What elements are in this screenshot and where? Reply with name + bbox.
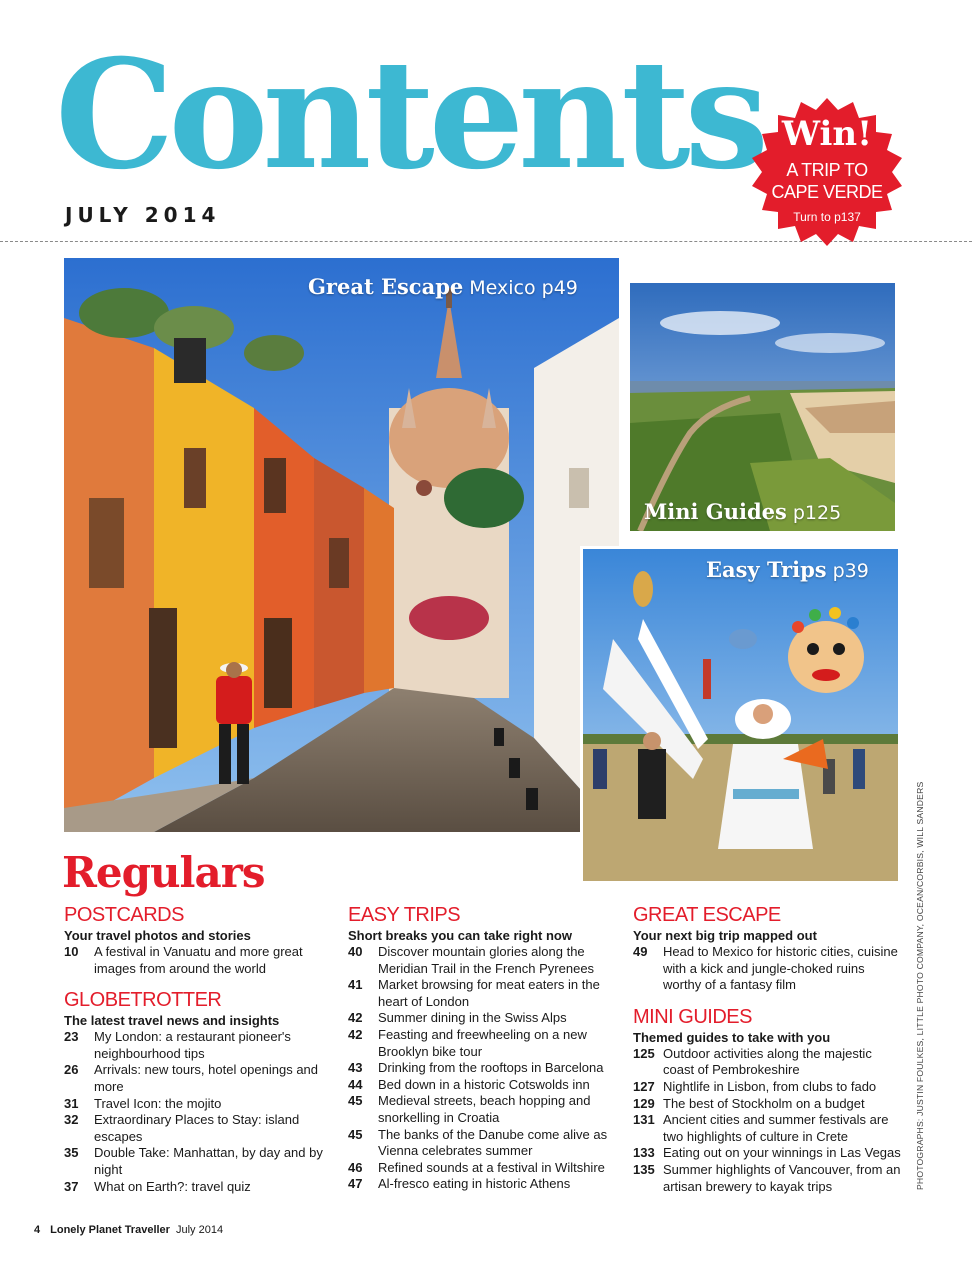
contents-entry[interactable] (64, 1145, 334, 1178)
entry-description: Discover mountain glories along the Meridian Trail in the French Pyrenees (378, 944, 595, 976)
section-title[interactable]: MINI GUIDES (633, 1005, 752, 1028)
page-footer (34, 1224, 223, 1236)
entry-description: Eating out on your winnings in Las Vegas (663, 1145, 901, 1161)
contents-entry[interactable] (64, 1096, 334, 1113)
entry-description: Outdoor activities along the majestic coast of Pembrokeshire (663, 1045, 872, 1078)
carnival-illustration (583, 549, 898, 881)
section-title[interactable]: GREAT ESCAPE (633, 904, 781, 926)
entry-description: Summer dining in the Swiss Alps (378, 1010, 567, 1026)
coast-caption-title: Mini Guides (644, 499, 787, 524)
section-subtitle: The latest travel news and insights (64, 1013, 280, 1029)
contents-entry[interactable] (348, 1127, 618, 1160)
entry-page-number: 43 (348, 1060, 363, 1076)
entry-page-number: 41 (348, 977, 363, 993)
entry-description: Arrivals: new tours, hotel openings and more (94, 1062, 319, 1094)
contents-entry[interactable] (348, 977, 618, 1010)
entry-page-number: 35 (64, 1145, 79, 1161)
section-gap (64, 977, 334, 989)
mexico-caption-title: Great Escape (308, 274, 464, 299)
contents-entry[interactable] (348, 1060, 618, 1077)
section-gap (633, 994, 903, 1006)
coast-caption (644, 499, 841, 524)
entry-description: Bed down in a historic Cotswolds inn (378, 1076, 590, 1092)
section-title[interactable]: EASY TRIPS (348, 904, 461, 926)
issue-date: JULY 2014 (65, 203, 221, 227)
entry-description: Head to Mexico for historic cities, cuisine with a kick and jungle-choked ruins worthy of a fantasy film (663, 944, 898, 993)
magazine-name: Lonely Planet Traveller (50, 1224, 170, 1236)
page-title: Contents (55, 27, 764, 203)
carnival-caption-page: p39 (832, 560, 869, 582)
contents-entry[interactable] (348, 944, 618, 977)
entry-page-number: 40 (348, 944, 363, 959)
entry-page-number: 42 (348, 1026, 363, 1042)
contents-column-2 (348, 904, 618, 1193)
entry-description: My London: a restaurant pioneer's neighbourhood tips (94, 1029, 291, 1061)
section-subtitle: Short breaks you can take right now (348, 928, 572, 943)
badge-page-ref: Turn to p137 (793, 210, 861, 224)
entry-page-number: 42 (348, 1010, 363, 1026)
entry-page-number: 45 (348, 1126, 363, 1142)
entry-page-number: 32 (64, 1112, 79, 1128)
entry-description: Al-fresco eating in historic Athens (378, 1176, 571, 1192)
regulars-heading: Regulars (62, 848, 265, 897)
contents-entry[interactable] (633, 1162, 903, 1195)
mexico-caption (308, 274, 578, 299)
contents-entry[interactable] (348, 1077, 618, 1094)
photo-credit: PHOTOGRAPHS: JUSTIN FOULKES, LITTLE PHOTO COMPANY, OCEAN/CORBIS, WILL SANDERS (915, 781, 925, 1190)
contents-entry[interactable] (348, 1027, 618, 1060)
entry-description: Nightlife in Lisbon, from clubs to fado (663, 1078, 877, 1094)
win-badge[interactable] (746, 96, 908, 248)
contents-entry[interactable] (633, 1096, 903, 1113)
entry-page-number: 125 (633, 1045, 655, 1061)
entry-description: Feasting and freewheeling on a new Brooklyn bike tour (378, 1026, 587, 1059)
contents-entry[interactable] (633, 1145, 903, 1162)
entry-page-number: 26 (64, 1062, 79, 1078)
contents-entry[interactable] (633, 944, 903, 994)
entry-page-number: 46 (348, 1159, 363, 1175)
entry-page-number: 45 (348, 1093, 363, 1109)
entry-description: What on Earth?: travel quiz (94, 1178, 251, 1194)
contents-entry[interactable] (348, 1010, 618, 1027)
entry-description: Drinking from the rooftops in Barcelona (378, 1060, 604, 1076)
entry-page-number: 133 (633, 1145, 655, 1161)
contents-entry[interactable] (633, 1079, 903, 1096)
mexico-street-illustration (64, 258, 619, 832)
coastline-photo[interactable] (630, 283, 895, 531)
entry-description: Refined sounds at a festival in Wiltshire (378, 1159, 605, 1175)
entry-description: A festival in Vanuatu and more great images from around the world (94, 944, 303, 976)
contents-entry[interactable] (64, 1029, 334, 1062)
entry-description: Double Take: Manhattan, by day and by night (94, 1145, 323, 1177)
entry-page-number: 37 (64, 1178, 79, 1194)
entry-page-number: 127 (633, 1078, 655, 1094)
contents-entry[interactable] (64, 1179, 334, 1196)
section-subtitle: Themed guides to take with you (633, 1029, 831, 1045)
section-subtitle: Your travel photos and stories (64, 928, 251, 943)
badge-line-1: A TRIP TO (786, 160, 868, 180)
contents-entry[interactable] (64, 944, 334, 977)
entry-page-number: 23 (64, 1029, 79, 1045)
entry-description: The banks of the Danube come alive as Vienna celebrates summer (378, 1126, 608, 1159)
badge-line-2: CAPE VERDE (771, 182, 883, 202)
contents-entry[interactable] (64, 1062, 334, 1095)
contents-column-1 (64, 904, 334, 1195)
page-number: 4 (34, 1224, 41, 1236)
contents-entry[interactable] (348, 1160, 618, 1177)
entry-description: Summer highlights of Vancouver, from an artisan brewery to kayak trips (663, 1161, 901, 1194)
entry-description: Ancient cities and summer festivals are two highlights of culture in Crete (663, 1112, 889, 1144)
carnival-photo[interactable] (580, 546, 901, 884)
contents-entry[interactable] (348, 1176, 618, 1193)
contents-entry[interactable] (64, 1112, 334, 1145)
entry-page-number: 47 (348, 1176, 363, 1192)
entry-description: Extraordinary Places to Stay: island escapes (94, 1112, 300, 1144)
entry-page-number: 135 (633, 1161, 655, 1177)
entry-page-number: 129 (633, 1095, 655, 1111)
entry-page-number: 49 (633, 944, 648, 959)
entry-page-number: 31 (64, 1095, 79, 1111)
entry-description: The best of Stockholm on a budget (663, 1095, 865, 1111)
entry-description: Market browsing for meat eaters in the heart of London (378, 977, 600, 1009)
entry-page-number: 131 (633, 1112, 655, 1128)
carnival-caption (706, 557, 869, 582)
entry-description: Travel Icon: the mojito (94, 1095, 222, 1111)
footer-date: July 2014 (175, 1224, 224, 1236)
badge-win-label: Win! (781, 114, 873, 154)
coast-caption-page: p125 (792, 502, 842, 524)
coastline-illustration (630, 283, 895, 531)
section-title[interactable]: GLOBETROTTER (64, 989, 222, 1012)
entry-page-number: 44 (348, 1076, 363, 1092)
contents-entry[interactable] (348, 1093, 618, 1126)
section-subtitle: Your next big trip mapped out (633, 928, 817, 943)
mexico-caption-page: Mexico p49 (469, 277, 578, 299)
entry-page-number: 10 (64, 944, 79, 959)
contents-column-3 (633, 904, 903, 1195)
entry-description: Medieval streets, beach hopping and snorkelling in Croatia (378, 1093, 591, 1125)
mexico-street-photo[interactable] (64, 258, 619, 832)
contents-entry[interactable] (633, 1112, 903, 1145)
section-title[interactable]: POSTCARDS (64, 904, 184, 926)
contents-entry[interactable] (633, 1046, 903, 1079)
carnival-caption-title: Easy Trips (706, 557, 827, 582)
